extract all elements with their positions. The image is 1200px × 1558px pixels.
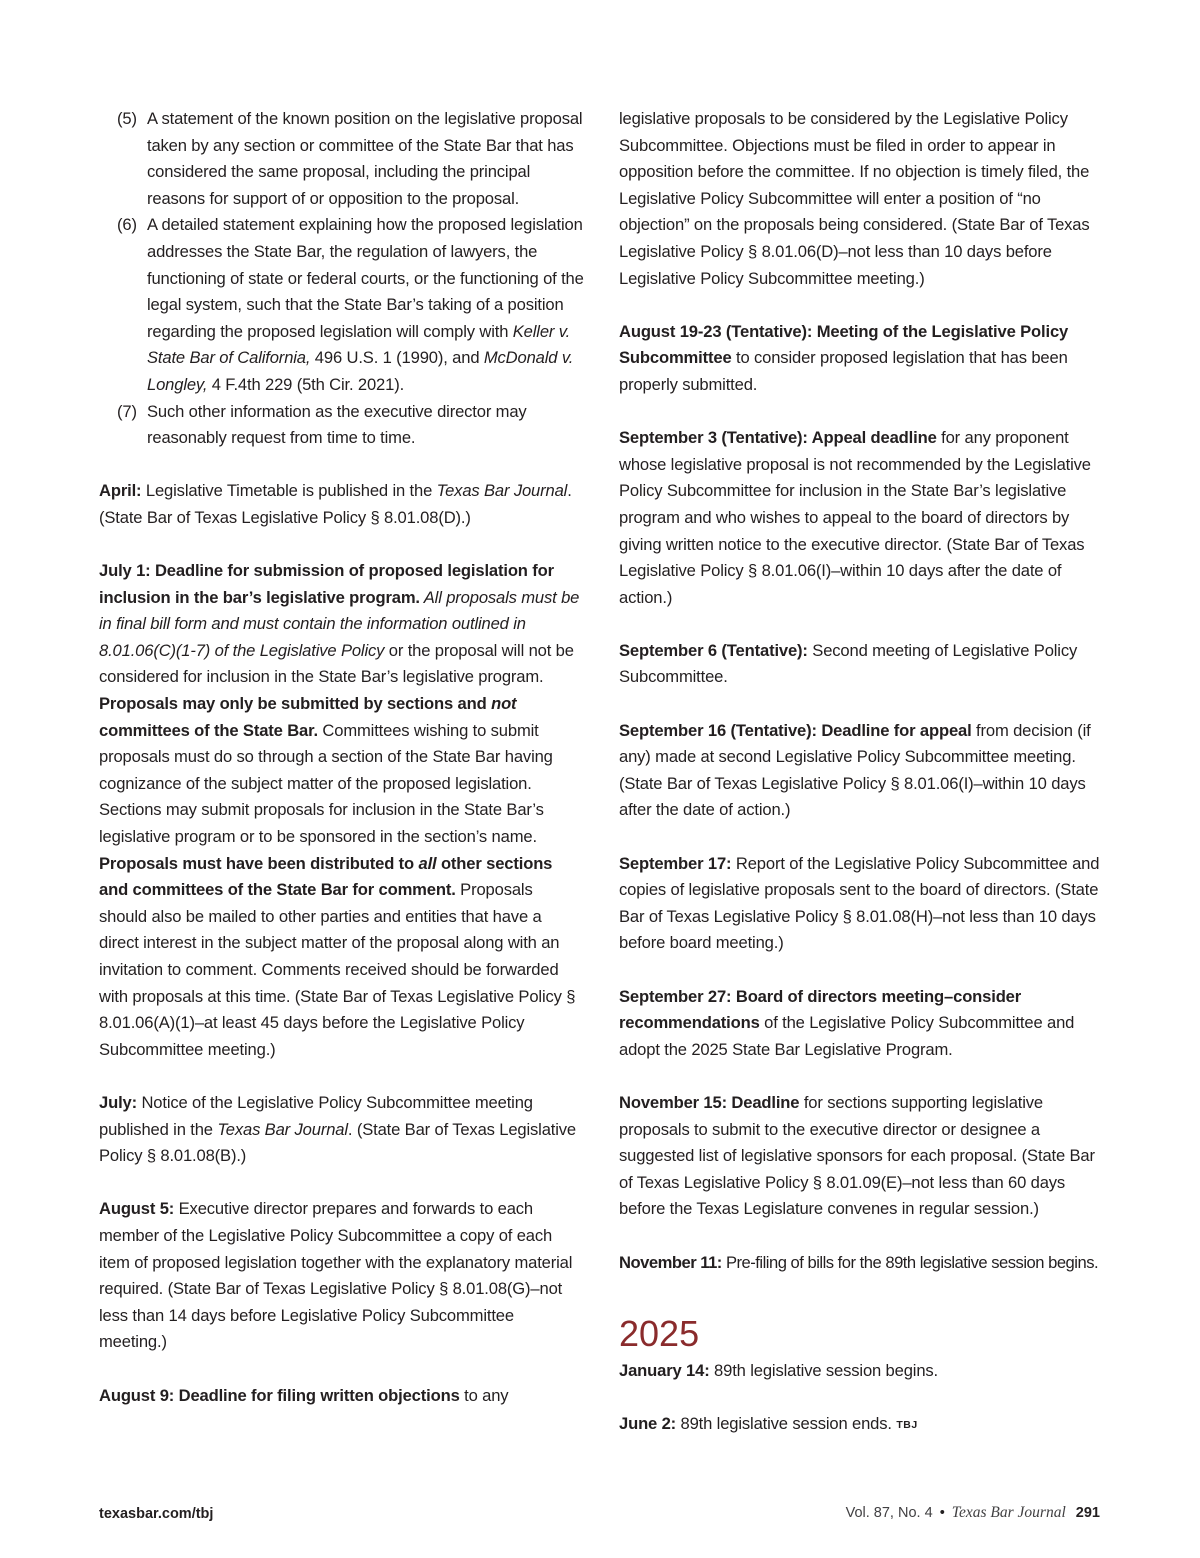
requirements-list xyxy=(99,106,585,452)
entry-august-19: August 19-23 (Tentative): Meeting of the Legislative Policy Subcommittee to consider proposed legislation that has been properly submitted. xyxy=(619,321,1069,394)
right-column xyxy=(619,106,1105,1439)
entry-august-5: August 5: Executive director prepares and forwards to each member of the Legislative Policy Subcommittee a copy of each item of proposed legislation together with the explanatory material required. (State Bar of Texas Legislative Policy § 8.01.08(G)–not less than 14 days before Legislative Policy Subcommittee meeting.) xyxy=(99,1199,573,1352)
entry-july: July: Notice of the Legislative Policy Subcommittee meeting published in the Texas Bar Journal. (State Bar of Texas Legislative Policy § 8.01.08(B).) xyxy=(99,1092,577,1166)
entry-november-15: November 15: Deadline for sections supporting legislative proposals to submit to the executive director or designee a suggested list of legislative sponsors for each proposal. (State Bar of Texas Legislative Policy § 8.01.09(E)–not less than 60 days before the Texas Legislature convenes in regular session.) xyxy=(619,1092,1095,1219)
entry-june-2: June 2: 89th legislative session ends. TBJ xyxy=(619,1414,918,1434)
case-citation: Keller v. State Bar of California, xyxy=(147,321,571,368)
left-column xyxy=(99,106,585,1409)
list-item: (6) A detailed statement explaining how the proposed legislation addresses the State Bar, the regulation of lawyers, the functioning of state or federal courts, or the functioning of the legal system, such that the State Bar’s taking of a position regarding the proposed legislation will comply with Keller v. State Bar of California, 496 U.S. 1 (1990), and McDonald v. Longley, 4 F.4th 229 (5th Cir. 2021). xyxy=(117,215,584,394)
bullet-separator: • xyxy=(939,1505,945,1521)
entry-january-14: January 14: 89th legislative session begins. xyxy=(619,1361,939,1381)
year-heading: 2025 xyxy=(619,1313,700,1355)
page-number: 291 xyxy=(1075,1505,1100,1521)
list-item: (5) A statement of the known position on the legislative proposal taken by any section or committee of the State Bar that has considered the same proposal, including the principal reasons for support of or opposition to the proposal. xyxy=(117,109,583,208)
entry-september-27: September 27: Board of directors meeting–consider recommendations of the Legislative Policy Subcommittee and adopt the 2025 State Bar Legislative Program. xyxy=(619,986,1075,1059)
journal-name: Texas Bar Journal xyxy=(951,1504,1066,1521)
entry-november-11: November 11: Pre-filing of bills for the 89th legislative session begins. xyxy=(619,1252,1099,1272)
case-citation: McDonald v. Longley, xyxy=(147,348,574,394)
entry-september-3: September 3 (Tentative): Appeal deadline for any proponent whose legislative proposal is not recommended by the Legislative Policy Subcommittee for inclusion in the State Bar’s legislative program and who wishes to appeal to the board of directors by giving written notice to the executive director. (State Bar of Texas Legislative Policy § 8.01.06(I)–within 10 days after the date of action.) xyxy=(619,428,1091,607)
entry-august-9-continued: legislative proposals to be considered by the Legislative Policy Subcommittee. Objections must be filed in order to appear in opposition before the committee. If no objection is timely filed, the Legislative Policy Subcommittee will enter a position of “no objection” on the proposals being considered. (State Bar of Texas Legislative Policy § 8.01.06(D)–not less than 10 days before Legislative Policy Subcommittee meeting.) xyxy=(619,109,1090,288)
entry-july-1: July 1: Deadline for submission of proposed legislation for inclusion in the bar’s legislative program. All proposals must be in final bill form and must contain the information outlined in 8.01.06(C)(1-7) of the Legislative Policy or the proposal will not be considered for inclusion in the State Bar’s legislative program. Proposals may only be submitted by sections and not committees of the State Bar. Committees wishing to submit proposals must do so through a section of the State Bar having cognizance of the subject matter of the proposed legislation. Sections may submit proposals for inclusion in the State Bar’s legislative program or to be sponsored in the section’s name. Proposals must have been distributed to all other sections and committees of the State Bar for comment. Proposals should also be mailed to other parties and entities that have a direct interest in the subject matter of the proposal along with an invitation to comment. Comments received should be forwarded with proposals at this time. (State Bar of Texas Legislative Policy § 8.01.06(A)(1)–at least 45 days before the Legislative Policy Subcommittee meeting.) xyxy=(99,561,580,1059)
volume-number: Vol. 87, No. 4 xyxy=(845,1505,933,1521)
entry-august-9: August 9: Deadline for filing written objections to any xyxy=(99,1385,509,1405)
footer-url: texasbar.com/tbj xyxy=(99,1506,214,1522)
tbj-end-mark: TBJ xyxy=(896,1419,918,1432)
entry-april: April: Legislative Timetable is published in the Texas Bar Journal. (State Bar of Texas Legislative Policy § 8.01.08(D).) xyxy=(99,481,572,527)
footer-issue xyxy=(846,1504,1100,1522)
list-item: (7) Such other information as the executive director may reasonably request from time to time. xyxy=(117,401,527,448)
entry-september-16: September 16 (Tentative): Deadline for appeal from decision (if any) made at second Legislative Policy Subcommittee meeting. (State Bar of Texas Legislative Policy § 8.01.06(I)–within 10 days after the date of action.) xyxy=(619,720,1091,820)
entry-september-6: September 6 (Tentative): Second meeting of Legislative Policy Subcommittee. xyxy=(619,640,1078,687)
entry-september-17: September 17: Report of the Legislative Policy Subcommittee and copies of legislative proposals sent to the board of directors. (State Bar of Texas Legislative Policy § 8.01.08(H)–not less than 10 days before board meeting.) xyxy=(619,853,1100,953)
